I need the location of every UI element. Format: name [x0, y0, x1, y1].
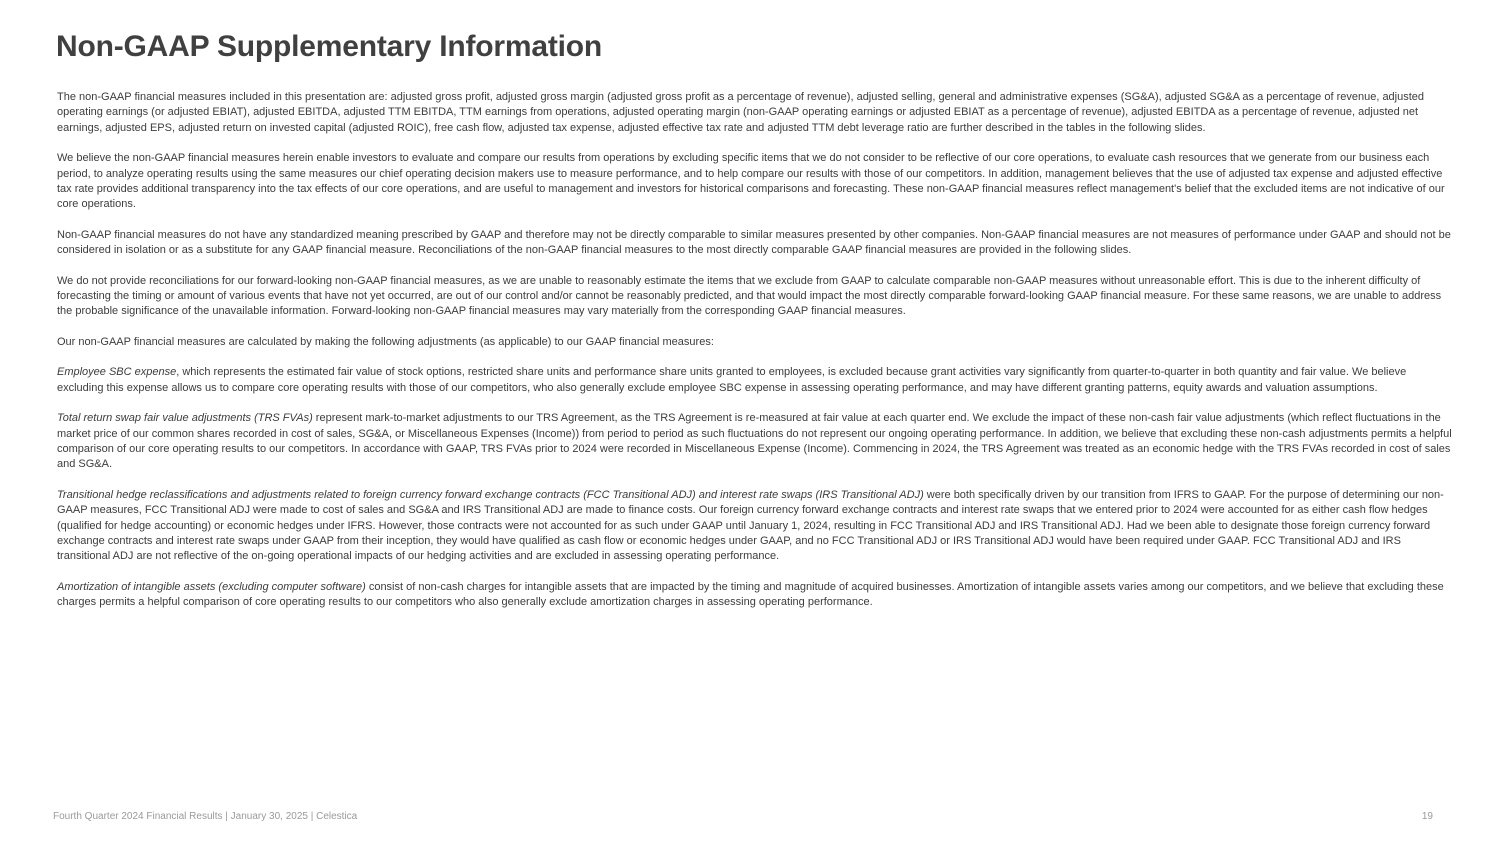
term-amortization: Amortization of intangible assets (excluding computer software) — [57, 580, 366, 593]
paragraph-forward-looking: We do not provide reconciliations for our forward-looking non-GAAP financial measures, as we are unable to reasonably estimate the items that we exclude from GAAP to calculate comparable non-GAAP measures without unreasonable effort. This is due to the inherent difficulty of forecasting the timing or amount of various events that have not yet occurred, are out of our control and/or cannot be reasonably predicted, and that would impact the most directly comparable forward-looking GAAP financial measure. For these same reasons, we are unable to address the probable significance of the unavailable information. Forward-looking non-GAAP financial measures may vary materially from the corresponding GAAP financial measures. — [57, 274, 1442, 318]
footer-text: Fourth Quarter 2024 Financial Results | January 30, 2025 | Celestica — [53, 811, 358, 822]
page-title: Non-GAAP Supplementary Information — [56, 30, 603, 63]
body-content — [57, 90, 1455, 626]
term-employee-sbc: Employee SBC expense — [57, 366, 177, 379]
paragraph-transitional-hedge — [57, 488, 1455, 565]
body-employee-sbc: , which represents the estimated fair value of stock options, restricted share units and performance share units granted to employees, is excluded because grant activities vary significantly from quarter-to-quarter in both quantity and fair value. We believe excluding this expense allows us to compare core operating results with those of our competitors, who also generally exclude employee SBC expense in assessing operating performance, and may have different granting patterns, equity awards and valuation assumptions. — [57, 366, 1407, 394]
term-transitional-hedge: Transitional hedge reclassifications and adjustments related to foreign currency forward exchange contracts (FCC Transitional ADJ) and interest rate swaps (IRS Transitional ADJ) — [57, 488, 924, 501]
paragraph-rationale: We believe the non-GAAP financial measures herein enable investors to evaluate and compare our results from operations by excluding specific items that we do not consider to be reflective of our core operations, to evaluate cash resources that we generate from our business each period, to analyze operating results using the same measures our chief operating decision makers use to measure performance, and to help compare our results with those of our competitors. In addition, management believes that the use of adjusted tax expense and adjusted effective tax rate provides additional transparency into the tax effects of our core operations, and are useful to management and investors for historical comparisons and forecasting. These non-GAAP financial measures reflect management's belief that the excluded items are not indicative of our core operations. — [57, 152, 1445, 211]
paragraph-employee-sbc — [57, 365, 1455, 396]
page-number: 19 — [1421, 811, 1433, 822]
paragraph-adjustments-intro: Our non-GAAP financial measures are calculated by making the following adjustments (as applicable) to our GAAP financial measures: — [57, 335, 714, 348]
body-amortization: consist of non-cash charges for intangible assets that are impacted by the timing and magnitude of acquired businesses. Amortization of intangible assets varies among our competitors, and we believe that excluding these charges permits a helpful comparison of core operating results to our competitors who also generally exclude amortization charges in assessing operating performance. — [57, 580, 1444, 609]
paragraph-measures-list: The non-GAAP financial measures included in this presentation are: adjusted gross profit, adjusted gross margin (adjusted gross profit as a percentage of revenue), adjusted selling, general and administrative expenses (SG&A), adjusted SG&A as a percentage of revenue, adjusted operating earnings (or adjusted EBIAT), adjusted EBITDA, adjusted TTM EBITDA, TTM earnings from operations, adjusted operating margin (non-GAAP operating earnings or adjusted EBIAT as a percentage of revenue), adjusted EBITDA as a percentage of revenue, adjusted net earnings, adjusted EPS, adjusted return on invested capital (adjusted ROIC), free cash flow, adjusted tax expense, adjusted effective tax rate and adjusted TTM debt leverage ratio are further described in the tables in the following slides. — [57, 91, 1425, 134]
paragraph-trs-fvas — [57, 411, 1455, 473]
term-trs-fvas: Total return swap fair value adjustments (TRS FVAs) — [57, 412, 313, 425]
body-trs-fvas: represent mark-to-market adjustments to our TRS Agreement, as the TRS Agreement is re-measured at fair value at each quarter end. We exclude the impact of these non-cash fair value adjustments (which reflect fluctuations in the market price of our common shares recorded in cost of sales, SG&A, or Miscellaneous Expenses (Income)) from period to period as such fluctuations do not represent our ongoing operating performance. In addition, we believe that excluding these non-cash adjustments permits a helpful comparison of our core operating results to our competitors. In accordance with GAAP, TRS FVAs prior to 2024 were recorded in Miscellaneous Expense (Income). Commencing in 2024, the TRS Agreement was treated as an economic hedge with the TRS FVAs recorded in cost of sales and SG&A. — [57, 412, 1452, 471]
body-transitional-hedge: were both specifically driven by our transition from IFRS to GAAP. For the purpose of determining our non-GAAP measures, FCC Transitional ADJ were made to cost of sales and SG&A and IRS Transitional ADJ are made to finance costs. Our foreign currency forward exchange contracts and interest rate swaps that we entered prior to 2024 were accounted for as either cash flow hedges (qualified for hedge accounting) or economic hedges under IFRS. However, those contracts were not accounted for as such under GAAP until January 1, 2024, resulting in FCC Transitional ADJ and IRS Transitional ADJ. Had we been able to designate those foreign currency forward exchange contracts and interest rate swaps under GAAP from their inception, they would have qualified as cash flow or economic hedges under GAAP, and no FCC Transitional ADJ or IRS Transitional ADJ would have been required under GAAP. FCC Transitional ADJ and IRS transitional ADJ are not reflective of the on-going operational impacts of our hedging activities and are excluded in assessing operating performance. — [57, 488, 1444, 563]
paragraph-standardized-meaning: Non-GAAP financial measures do not have any standardized meaning prescribed by GAAP and therefore may not be directly comparable to similar measures presented by other companies. Non-GAAP financial measures are not measures of performance under GAAP and should not be considered in isolation or as a substitute for any GAAP financial measure. Reconciliations of the non-GAAP financial measures to the most directly comparable GAAP financial measures are provided in the following slides. — [57, 228, 1451, 257]
paragraph-amortization — [57, 580, 1455, 611]
